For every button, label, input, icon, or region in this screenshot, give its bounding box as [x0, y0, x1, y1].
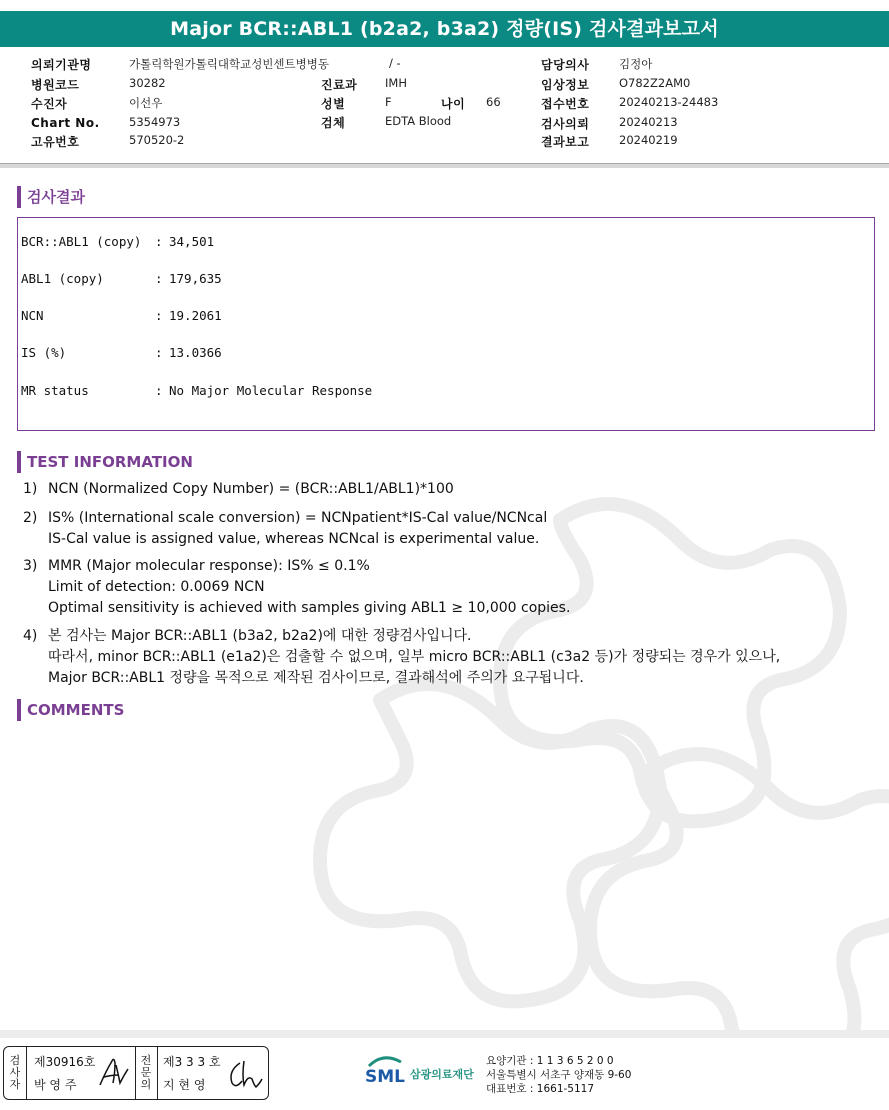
result-value: 179,635	[169, 271, 222, 286]
receipt-no-value: 20240213-24483	[619, 95, 719, 109]
item-number: 1)	[23, 481, 38, 497]
result-row	[21, 308, 222, 323]
item-line: NCN (Normalized Copy Number) = (BCR::ABL1/ABL1)*100	[48, 481, 454, 497]
result-key: MR status	[21, 383, 89, 398]
results-heading: 검사결과	[17, 186, 85, 208]
item-line: IS% (International scale conversion) = NCNpatient*IS-Cal value/NCNcal	[48, 510, 548, 526]
svg-text:삼광의료재단: 삼광의료재단	[410, 1068, 474, 1081]
inspector-license: 제30916호	[34, 1055, 96, 1069]
inspector-signature	[96, 1055, 130, 1091]
result-row	[21, 234, 214, 249]
label-patient: 수진자	[31, 97, 68, 111]
result-row	[21, 271, 222, 286]
item-line: 따라서, minor BCR::ABL1 (e1a2)은 검출할 수 없으며, 일부 micro BCR::ABL1 (c3a2 등)가 정량되는 경우가 있으나,	[48, 649, 781, 665]
result-value: 13.0366	[169, 345, 222, 360]
lab-address: 서울특별시 서초구 양재동 9-60	[486, 1069, 632, 1081]
sml-logo-mark	[365, 1052, 483, 1088]
label-requesting-institution: 의뢰기관명	[31, 58, 92, 72]
item-number: 3)	[23, 558, 38, 574]
lab-phone: 대표번호 : 1661-5117	[486, 1083, 595, 1095]
label-unique-id: 고유번호	[31, 135, 80, 149]
hospital-code-value: 30282	[129, 76, 166, 90]
department-value: IMH	[385, 76, 407, 90]
item-line: Optimal sensitivity is achieved with samples giving ABL1 ≥ 10,000 copies.	[48, 600, 571, 616]
specialist-signature	[226, 1057, 266, 1091]
doctor-value: 김정아	[619, 57, 653, 71]
specialist-vertical-label: 전 문 의	[140, 1054, 152, 1091]
result-sep: :	[155, 345, 163, 360]
label-hospital-code: 병원코드	[31, 78, 80, 92]
result-value: 19.2061	[169, 308, 222, 323]
patient-info-panel	[0, 52, 889, 157]
result-row	[21, 383, 372, 398]
label-age: 나이	[441, 97, 466, 111]
result-key: BCR::ABL1 (copy)	[21, 234, 142, 249]
result-key: NCN	[21, 308, 44, 323]
item-line: IS-Cal value is assigned value, whereas NCNcal is experimental value.	[48, 531, 540, 547]
item-line: 본 검사는 Major BCR::ABL1 (b3a2, b2a2)에 대한 정량검사입니다.	[48, 628, 472, 644]
item-line: Limit of detection: 0.0069 NCN	[48, 579, 265, 595]
ward-value: / -	[389, 56, 401, 70]
report-title: Major BCR::ABL1 (b2a2, b3a2) 정량(IS) 검사결과보고서	[0, 11, 889, 47]
age-value: 66	[486, 95, 501, 109]
label-sex: 성별	[321, 97, 346, 111]
label-clinical-info: 임상정보	[541, 78, 590, 92]
item-line: Major BCR::ABL1 정량을 목적으로 제작된 검사이므로, 결과해석에 주의가 요구됩니다.	[48, 670, 584, 686]
label-doctor: 담당의사	[541, 58, 590, 72]
lab-code: 요양기관 : 1 1 3 6 5 2 0 0	[486, 1055, 614, 1067]
results-box	[17, 217, 875, 431]
specialist-license: 제3 3 3 호	[163, 1055, 221, 1069]
label-department: 진료과	[321, 78, 358, 92]
requesting-institution-value: 가톨릭학원가톨릭대학교성빈센트병병동	[129, 57, 329, 71]
result-key: IS (%)	[21, 345, 67, 360]
header-divider	[0, 163, 889, 168]
clinical-info-value: O782Z2AM0	[619, 76, 691, 90]
request-date-value: 20240213	[619, 115, 678, 129]
inspector-name: 박 영 주	[34, 1078, 77, 1092]
label-chart-no: Chart No.	[31, 116, 100, 130]
result-value: No Major Molecular Response	[169, 383, 373, 398]
item-line: MMR (Major molecular response): IS% ≤ 0.1%	[48, 558, 370, 574]
result-sep: :	[155, 271, 163, 286]
lab-info	[486, 1054, 631, 1096]
item-number: 4)	[23, 628, 38, 644]
inspector-vertical-label: 검 사 자	[9, 1054, 21, 1091]
specimen-value: EDTA Blood	[385, 114, 452, 128]
label-report-date: 결과보고	[541, 135, 590, 149]
result-key: ABL1 (copy)	[21, 271, 104, 286]
result-value: 34,501	[169, 234, 215, 249]
test-info-heading: TEST INFORMATION	[17, 451, 193, 473]
unique-id-value: 570520-2	[129, 133, 185, 147]
chart-no-value: 5354973	[129, 115, 181, 129]
patient-name-value: 이선우	[129, 96, 163, 110]
label-request-date: 검사의뢰	[541, 117, 590, 131]
result-sep: :	[155, 234, 163, 249]
result-sep: :	[155, 308, 163, 323]
sml-logo	[365, 1052, 483, 1092]
svg-text:SML: SML	[365, 1067, 405, 1087]
result-row	[21, 345, 222, 360]
comments-heading: COMMENTS	[17, 699, 124, 721]
report-date-value: 20240219	[619, 133, 678, 147]
specialist-name: 지 현 영	[163, 1078, 206, 1092]
item-number: 2)	[23, 510, 38, 526]
label-specimen: 검체	[321, 116, 346, 130]
sex-value: F	[385, 95, 392, 109]
result-sep: :	[155, 383, 163, 398]
label-receipt-no: 접수번호	[541, 97, 590, 111]
signature-box	[3, 1046, 269, 1100]
